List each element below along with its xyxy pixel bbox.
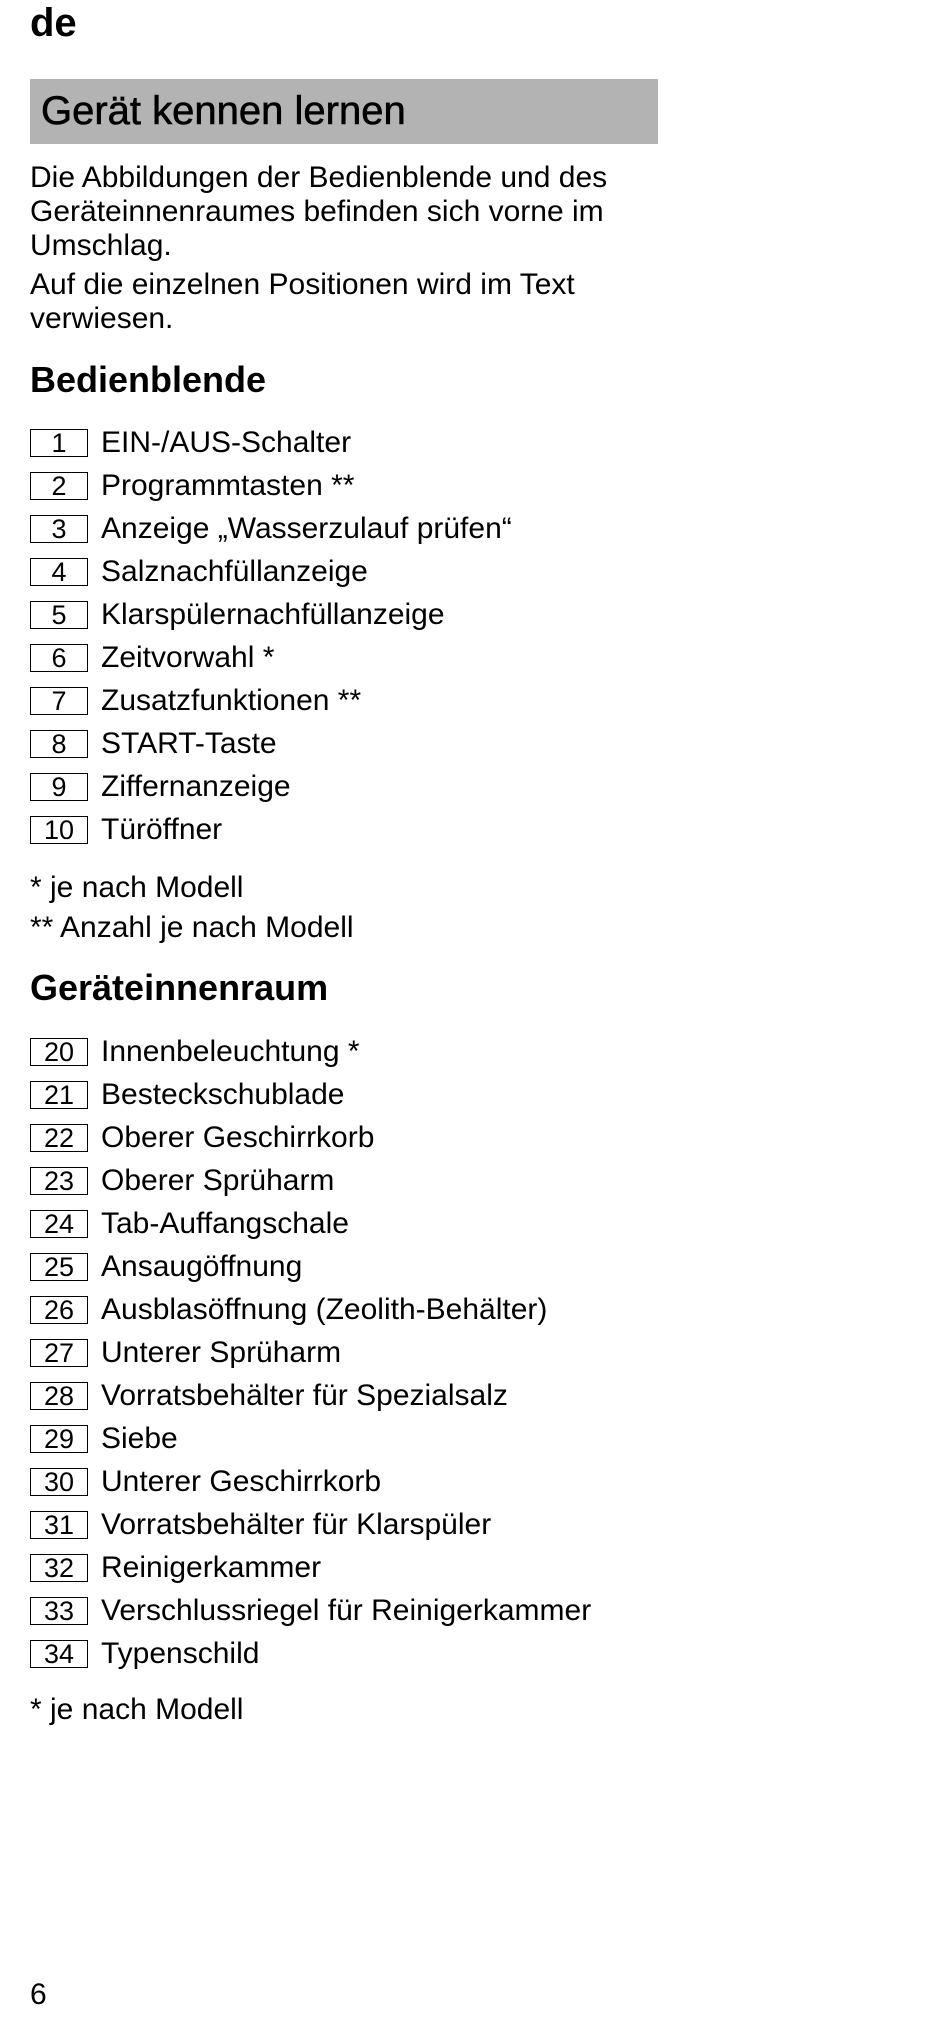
item-number-box: 26 [30, 1296, 88, 1324]
item-label: Unterer Sprüharm [101, 1335, 342, 1369]
list-item [30, 1632, 591, 1675]
intro-paragraph-1: Die Abbildungen der Bedienblende und des Geräteinnenraumes befinden sich vorne im Umschlag. [30, 161, 608, 262]
item-label: Türöffner [101, 812, 223, 846]
item-number-box: 34 [30, 1640, 88, 1668]
geraeteinnenraum-list [30, 1030, 591, 1675]
list-item [30, 722, 512, 765]
item-label: Anzeige „Wasserzulauf prüfen“ [101, 511, 512, 545]
item-label: Innenbeleuchtung * [101, 1034, 360, 1068]
list-item [30, 765, 512, 808]
item-label: Oberer Geschirrkorb [101, 1120, 375, 1154]
item-label: Programmtasten ** [101, 468, 355, 502]
item-number-box: 33 [30, 1597, 88, 1625]
item-label: EIN-/AUS-Schalter [101, 425, 352, 459]
item-label: Klarspülernachfüllanzeige [101, 597, 445, 631]
list-item [30, 464, 512, 507]
item-label: Tab-Auffangschale [101, 1206, 349, 1240]
list-item [30, 421, 512, 464]
item-number-box: 6 [30, 644, 88, 672]
intro-text [30, 161, 670, 341]
item-number-box: 10 [30, 816, 88, 844]
list-item [30, 636, 512, 679]
list-item [30, 1116, 591, 1159]
item-number-box: 24 [30, 1210, 88, 1238]
list-item [30, 1030, 591, 1073]
item-number-box: 4 [30, 558, 88, 586]
list-item [30, 1417, 591, 1460]
intro-paragraph-2: Auf die einzelnen Positionen wird im Text verwiesen. [30, 268, 575, 335]
list-item [30, 1374, 591, 1417]
item-label: Ausblasöffnung (Zeolith-Behälter) [101, 1292, 548, 1326]
item-label: Siebe [101, 1421, 178, 1455]
list-item [30, 1245, 591, 1288]
list-item [30, 808, 512, 851]
item-label: Verschlussriegel für Reinigerkammer [101, 1593, 592, 1627]
item-label: Zeitvorwahl * [101, 640, 275, 674]
item-number-box: 21 [30, 1081, 88, 1109]
item-number-box: 5 [30, 601, 88, 629]
item-label: START-Taste [101, 726, 277, 760]
item-number-box: 22 [30, 1124, 88, 1152]
item-label: Typenschild [101, 1636, 260, 1670]
item-label: Ansaugöffnung [101, 1249, 303, 1283]
page-number: 6 [30, 1978, 47, 2011]
item-number-box: 1 [30, 429, 88, 457]
item-number-box: 29 [30, 1425, 88, 1453]
list-item [30, 1159, 591, 1202]
list-item [30, 593, 512, 636]
item-number-box: 25 [30, 1253, 88, 1281]
item-label: Ziffernanzeige [101, 769, 291, 803]
item-label: Reinigerkammer [101, 1550, 322, 1584]
list-item [30, 1546, 591, 1589]
item-number-box: 3 [30, 515, 88, 543]
bedienblende-heading: Bedienblende [30, 359, 267, 400]
item-number-box: 8 [30, 730, 88, 758]
bedienblende-note-1: * je nach Modell [30, 871, 244, 904]
list-item [30, 1460, 591, 1503]
list-item [30, 679, 512, 722]
list-item [30, 1589, 591, 1632]
item-number-box: 27 [30, 1339, 88, 1367]
item-label: Zusatzfunktionen ** [101, 683, 362, 717]
item-number-box: 28 [30, 1382, 88, 1410]
item-label: Vorratsbehälter für Klarspüler [101, 1507, 492, 1541]
item-number-box: 2 [30, 472, 88, 500]
list-item [30, 1073, 591, 1116]
list-item [30, 550, 512, 593]
item-label: Unterer Geschirrkorb [101, 1464, 382, 1498]
item-number-box: 20 [30, 1038, 88, 1066]
item-label: Oberer Sprüharm [101, 1163, 335, 1197]
item-number-box: 32 [30, 1554, 88, 1582]
language-code: de [30, 1, 77, 45]
geraeteinnenraum-heading: Geräteinnenraum [30, 967, 329, 1008]
list-item [30, 1202, 591, 1245]
item-label: Vorratsbehälter für Spezialsalz [101, 1378, 508, 1412]
list-item [30, 1331, 591, 1374]
list-item [30, 507, 512, 550]
item-number-box: 23 [30, 1167, 88, 1195]
item-number-box: 31 [30, 1511, 88, 1539]
bedienblende-note-2: ** Anzahl je nach Modell [30, 911, 354, 944]
geraeteinnenraum-note-1: * je nach Modell [30, 1693, 244, 1726]
item-number-box: 9 [30, 773, 88, 801]
section-title: Gerät kennen lernen [41, 89, 406, 133]
bedienblende-list [30, 421, 512, 851]
list-item [30, 1503, 591, 1546]
item-number-box: 7 [30, 687, 88, 715]
item-label: Besteckschublade [101, 1077, 345, 1111]
list-item [30, 1288, 591, 1331]
item-label: Salznachfüllanzeige [101, 554, 368, 588]
item-number-box: 30 [30, 1468, 88, 1496]
section-header-bar [30, 79, 658, 144]
